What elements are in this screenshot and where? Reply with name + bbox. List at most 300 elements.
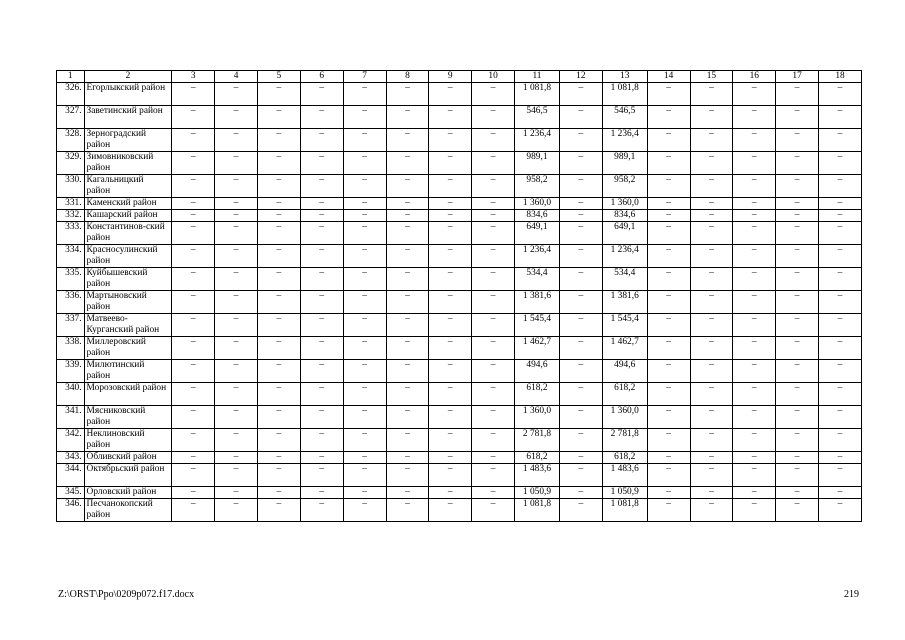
- district-name: Песчанокопский район: [84, 499, 172, 522]
- district-name: Орловский район: [84, 487, 172, 499]
- table-row: [57, 337, 862, 360]
- value-col-13: 1 545,4: [602, 314, 647, 337]
- value-col-13: 958,2: [602, 175, 647, 198]
- column-header: 10: [472, 71, 515, 83]
- dash-cell: –: [429, 314, 472, 337]
- dash-cell: –: [819, 452, 862, 464]
- dash-cell: –: [215, 106, 258, 129]
- dash-cell: –: [257, 464, 300, 487]
- dash-cell: –: [733, 268, 776, 291]
- value-col-11: 1 381,6: [515, 291, 560, 314]
- row-number: 342.: [57, 429, 85, 452]
- dash-cell: –: [647, 198, 690, 210]
- dash-cell: –: [647, 152, 690, 175]
- dash-cell: –: [172, 175, 215, 198]
- dash-cell: –: [215, 210, 258, 222]
- district-name: Кашарский район: [84, 210, 172, 222]
- row-number: 327.: [57, 106, 85, 129]
- dash-cell: –: [300, 314, 343, 337]
- dash-cell: –: [776, 291, 819, 314]
- table-row: [57, 106, 862, 129]
- column-header: 7: [343, 71, 386, 83]
- dash-cell: –: [776, 429, 819, 452]
- dash-cell: –: [776, 314, 819, 337]
- dash-cell: –: [300, 152, 343, 175]
- value-col-11: 546,5: [515, 106, 560, 129]
- dash-cell: –: [172, 83, 215, 106]
- dash-cell: –: [172, 464, 215, 487]
- row-number: 332.: [57, 210, 85, 222]
- dash-cell: –: [819, 210, 862, 222]
- dash-cell: –: [690, 222, 733, 245]
- dash-cell: –: [559, 487, 602, 499]
- dash-cell: –: [386, 83, 429, 106]
- value-col-11: 834,6: [515, 210, 560, 222]
- dash-cell: –: [647, 222, 690, 245]
- column-header: 8: [386, 71, 429, 83]
- dash-cell: –: [215, 83, 258, 106]
- dash-cell: –: [690, 268, 733, 291]
- district-name: Мартыновский район: [84, 291, 172, 314]
- dash-cell: –: [733, 360, 776, 383]
- dash-cell: –: [776, 106, 819, 129]
- value-col-13: 989,1: [602, 152, 647, 175]
- dash-cell: –: [343, 464, 386, 487]
- column-header: 6: [300, 71, 343, 83]
- row-number: 331.: [57, 198, 85, 210]
- dash-cell: –: [647, 429, 690, 452]
- value-col-13: 1 081,8: [602, 83, 647, 106]
- value-col-13: 834,6: [602, 210, 647, 222]
- dash-cell: –: [647, 106, 690, 129]
- dash-cell: –: [776, 268, 819, 291]
- dash-cell: –: [647, 210, 690, 222]
- dash-cell: –: [472, 360, 515, 383]
- dash-cell: –: [343, 83, 386, 106]
- dash-cell: –: [343, 406, 386, 429]
- dash-cell: –: [819, 129, 862, 152]
- dash-cell: –: [472, 83, 515, 106]
- dash-cell: –: [257, 106, 300, 129]
- dash-cell: –: [429, 499, 472, 522]
- dash-cell: –: [472, 245, 515, 268]
- dash-cell: –: [733, 291, 776, 314]
- dash-cell: –: [429, 106, 472, 129]
- dash-cell: –: [733, 383, 776, 406]
- dash-cell: –: [300, 106, 343, 129]
- row-number: 338.: [57, 337, 85, 360]
- dash-cell: –: [343, 198, 386, 210]
- dash-cell: –: [819, 222, 862, 245]
- dash-cell: –: [172, 360, 215, 383]
- row-number: 329.: [57, 152, 85, 175]
- dash-cell: –: [559, 152, 602, 175]
- row-number: 328.: [57, 129, 85, 152]
- row-number: 336.: [57, 291, 85, 314]
- value-col-11: 534,4: [515, 268, 560, 291]
- dash-cell: –: [776, 452, 819, 464]
- dash-cell: –: [647, 487, 690, 499]
- dash-cell: –: [472, 210, 515, 222]
- dash-cell: –: [172, 383, 215, 406]
- dash-cell: –: [559, 129, 602, 152]
- dash-cell: –: [386, 314, 429, 337]
- dash-cell: –: [257, 429, 300, 452]
- dash-cell: –: [386, 429, 429, 452]
- value-col-11: 989,1: [515, 152, 560, 175]
- dash-cell: –: [559, 314, 602, 337]
- dash-cell: –: [690, 487, 733, 499]
- value-col-13: 618,2: [602, 452, 647, 464]
- dash-cell: –: [559, 210, 602, 222]
- table-row: [57, 383, 862, 406]
- column-header: 2: [84, 71, 172, 83]
- value-col-11: 1 360,0: [515, 406, 560, 429]
- dash-cell: –: [819, 245, 862, 268]
- value-col-13: 1 081,8: [602, 499, 647, 522]
- table-row: [57, 175, 862, 198]
- dash-cell: –: [257, 337, 300, 360]
- dash-cell: –: [690, 406, 733, 429]
- dash-cell: –: [172, 106, 215, 129]
- table-row: [57, 83, 862, 106]
- value-col-13: 1 483,6: [602, 464, 647, 487]
- dash-cell: –: [776, 499, 819, 522]
- dash-cell: –: [559, 452, 602, 464]
- value-col-13: 649,1: [602, 222, 647, 245]
- dash-cell: –: [386, 198, 429, 210]
- dash-cell: –: [690, 245, 733, 268]
- dash-cell: –: [819, 464, 862, 487]
- dash-cell: –: [690, 314, 733, 337]
- district-name: Октябрьский район: [84, 464, 172, 487]
- dash-cell: –: [257, 314, 300, 337]
- dash-cell: –: [257, 152, 300, 175]
- dash-cell: –: [343, 360, 386, 383]
- dash-cell: –: [559, 291, 602, 314]
- dash-cell: –: [386, 222, 429, 245]
- dash-cell: –: [733, 129, 776, 152]
- dash-cell: –: [819, 83, 862, 106]
- dash-cell: –: [819, 383, 862, 406]
- dash-cell: –: [386, 245, 429, 268]
- dash-cell: –: [733, 222, 776, 245]
- dash-cell: –: [172, 198, 215, 210]
- district-name: Константинов-ский район: [84, 222, 172, 245]
- dash-cell: –: [386, 383, 429, 406]
- dash-cell: –: [386, 152, 429, 175]
- dash-cell: –: [343, 429, 386, 452]
- dash-cell: –: [172, 314, 215, 337]
- dash-cell: –: [386, 129, 429, 152]
- value-col-11: 1 236,4: [515, 245, 560, 268]
- dash-cell: –: [386, 464, 429, 487]
- dash-cell: –: [429, 337, 472, 360]
- dash-cell: –: [343, 245, 386, 268]
- dash-cell: –: [733, 337, 776, 360]
- dash-cell: –: [215, 314, 258, 337]
- dash-cell: –: [386, 106, 429, 129]
- dash-cell: –: [257, 360, 300, 383]
- table-row: [57, 210, 862, 222]
- value-col-11: 958,2: [515, 175, 560, 198]
- dash-cell: –: [300, 129, 343, 152]
- dash-cell: –: [215, 360, 258, 383]
- dash-cell: –: [647, 291, 690, 314]
- value-col-11: 1 050,9: [515, 487, 560, 499]
- dash-cell: –: [559, 83, 602, 106]
- dash-cell: –: [343, 337, 386, 360]
- dash-cell: –: [429, 464, 472, 487]
- dash-cell: –: [300, 198, 343, 210]
- dash-cell: –: [172, 406, 215, 429]
- dash-cell: –: [300, 222, 343, 245]
- dash-cell: –: [172, 499, 215, 522]
- value-col-13: 1 236,4: [602, 245, 647, 268]
- dash-cell: –: [300, 429, 343, 452]
- dash-cell: –: [429, 175, 472, 198]
- district-name: Мясниковский район: [84, 406, 172, 429]
- value-col-13: 494,6: [602, 360, 647, 383]
- value-col-11: 2 781,8: [515, 429, 560, 452]
- dash-cell: –: [472, 499, 515, 522]
- dash-cell: –: [429, 245, 472, 268]
- dash-cell: –: [429, 210, 472, 222]
- dash-cell: –: [472, 383, 515, 406]
- dash-cell: –: [690, 175, 733, 198]
- dash-cell: –: [819, 268, 862, 291]
- dash-cell: –: [819, 360, 862, 383]
- dash-cell: –: [559, 337, 602, 360]
- dash-cell: –: [472, 129, 515, 152]
- dash-cell: –: [257, 245, 300, 268]
- dash-cell: –: [733, 452, 776, 464]
- dash-cell: –: [300, 360, 343, 383]
- dash-cell: –: [647, 383, 690, 406]
- dash-cell: –: [429, 291, 472, 314]
- dash-cell: –: [300, 291, 343, 314]
- dash-cell: –: [776, 383, 819, 406]
- dash-cell: –: [343, 383, 386, 406]
- dash-cell: –: [690, 452, 733, 464]
- column-header: 16: [733, 71, 776, 83]
- row-number: 337.: [57, 314, 85, 337]
- dash-cell: –: [386, 360, 429, 383]
- dash-cell: –: [257, 129, 300, 152]
- dash-cell: –: [776, 406, 819, 429]
- table-row: [57, 429, 862, 452]
- dash-cell: –: [429, 198, 472, 210]
- dash-cell: –: [300, 487, 343, 499]
- dash-cell: –: [472, 291, 515, 314]
- dash-cell: –: [819, 291, 862, 314]
- dash-cell: –: [429, 383, 472, 406]
- dash-cell: –: [172, 337, 215, 360]
- dash-cell: –: [690, 291, 733, 314]
- dash-cell: –: [647, 314, 690, 337]
- dash-cell: –: [343, 222, 386, 245]
- dash-cell: –: [647, 83, 690, 106]
- table-row: [57, 360, 862, 383]
- dash-cell: –: [776, 83, 819, 106]
- dash-cell: –: [215, 222, 258, 245]
- dash-cell: –: [647, 499, 690, 522]
- dash-cell: –: [343, 499, 386, 522]
- dash-cell: –: [690, 152, 733, 175]
- column-header: 9: [429, 71, 472, 83]
- value-col-13: 1 360,0: [602, 198, 647, 210]
- dash-cell: –: [300, 245, 343, 268]
- dash-cell: –: [559, 406, 602, 429]
- column-header: 14: [647, 71, 690, 83]
- column-header: 3: [172, 71, 215, 83]
- dash-cell: –: [733, 83, 776, 106]
- dash-cell: –: [733, 314, 776, 337]
- value-col-11: 1 360,0: [515, 198, 560, 210]
- dash-cell: –: [343, 210, 386, 222]
- value-col-11: 1 081,8: [515, 499, 560, 522]
- dash-cell: –: [172, 152, 215, 175]
- dash-cell: –: [215, 129, 258, 152]
- dash-cell: –: [215, 452, 258, 464]
- value-col-11: 494,6: [515, 360, 560, 383]
- footer-file-path: Z:\ORST\Ppo\0209p072.f17.docx: [58, 589, 195, 600]
- dash-cell: –: [215, 175, 258, 198]
- dash-cell: –: [690, 198, 733, 210]
- dash-cell: –: [386, 487, 429, 499]
- table-row: [57, 452, 862, 464]
- dash-cell: –: [429, 129, 472, 152]
- dash-cell: –: [386, 268, 429, 291]
- district-name: Егорлыкский район: [84, 83, 172, 106]
- dash-cell: –: [386, 337, 429, 360]
- table-row: [57, 245, 862, 268]
- district-name: Красносулинский район: [84, 245, 172, 268]
- dash-cell: –: [776, 222, 819, 245]
- column-header: 17: [776, 71, 819, 83]
- dash-cell: –: [472, 429, 515, 452]
- value-col-11: 1 081,8: [515, 83, 560, 106]
- dash-cell: –: [647, 464, 690, 487]
- dash-cell: –: [690, 210, 733, 222]
- row-number: 344.: [57, 464, 85, 487]
- dash-cell: –: [386, 499, 429, 522]
- dash-cell: –: [559, 429, 602, 452]
- value-col-11: 649,1: [515, 222, 560, 245]
- dash-cell: –: [559, 360, 602, 383]
- value-col-13: 618,2: [602, 383, 647, 406]
- dash-cell: –: [690, 464, 733, 487]
- dash-cell: –: [776, 198, 819, 210]
- dash-cell: –: [429, 222, 472, 245]
- district-name: Морозовский район: [84, 383, 172, 406]
- row-number: 334.: [57, 245, 85, 268]
- dash-cell: –: [472, 406, 515, 429]
- value-col-13: 546,5: [602, 106, 647, 129]
- row-number: 335.: [57, 268, 85, 291]
- header-row: [57, 71, 862, 83]
- dash-cell: –: [733, 152, 776, 175]
- row-number: 340.: [57, 383, 85, 406]
- district-name: Зерноградский район: [84, 129, 172, 152]
- dash-cell: –: [559, 383, 602, 406]
- dash-cell: –: [733, 106, 776, 129]
- dash-cell: –: [343, 314, 386, 337]
- dash-cell: –: [647, 129, 690, 152]
- dash-cell: –: [559, 464, 602, 487]
- row-number: 326.: [57, 83, 85, 106]
- dash-cell: –: [257, 406, 300, 429]
- district-name: Каменский район: [84, 198, 172, 210]
- value-col-11: 618,2: [515, 452, 560, 464]
- dash-cell: –: [559, 198, 602, 210]
- dash-cell: –: [257, 210, 300, 222]
- dash-cell: –: [343, 152, 386, 175]
- dash-cell: –: [215, 337, 258, 360]
- dash-cell: –: [172, 452, 215, 464]
- value-col-11: 1 483,6: [515, 464, 560, 487]
- dash-cell: –: [172, 268, 215, 291]
- dash-cell: –: [472, 106, 515, 129]
- dash-cell: –: [215, 268, 258, 291]
- dash-cell: –: [690, 499, 733, 522]
- dash-cell: –: [472, 464, 515, 487]
- dash-cell: –: [819, 198, 862, 210]
- table-row: [57, 406, 862, 429]
- dash-cell: –: [172, 222, 215, 245]
- column-header: 1: [57, 71, 85, 83]
- district-name: Матвеево-Курганский район: [84, 314, 172, 337]
- dash-cell: –: [776, 129, 819, 152]
- dash-cell: –: [733, 406, 776, 429]
- dash-cell: –: [647, 360, 690, 383]
- district-name: Зимовниковский район: [84, 152, 172, 175]
- dash-cell: –: [690, 83, 733, 106]
- dash-cell: –: [300, 268, 343, 291]
- dash-cell: –: [647, 268, 690, 291]
- dash-cell: –: [733, 464, 776, 487]
- dash-cell: –: [776, 245, 819, 268]
- value-col-11: 1 236,4: [515, 129, 560, 152]
- value-col-13: 1 050,9: [602, 487, 647, 499]
- value-col-11: 1 545,4: [515, 314, 560, 337]
- dash-cell: –: [733, 429, 776, 452]
- dash-cell: –: [472, 222, 515, 245]
- dash-cell: –: [472, 337, 515, 360]
- row-number: 330.: [57, 175, 85, 198]
- dash-cell: –: [733, 210, 776, 222]
- dash-cell: –: [819, 175, 862, 198]
- dash-cell: –: [472, 314, 515, 337]
- dash-cell: –: [690, 429, 733, 452]
- dash-cell: –: [300, 337, 343, 360]
- dash-cell: –: [343, 106, 386, 129]
- table-row: [57, 487, 862, 499]
- column-header: 11: [515, 71, 560, 83]
- dash-cell: –: [690, 129, 733, 152]
- dash-cell: –: [647, 245, 690, 268]
- dash-cell: –: [343, 129, 386, 152]
- dash-cell: –: [647, 452, 690, 464]
- dash-cell: –: [429, 406, 472, 429]
- dash-cell: –: [819, 406, 862, 429]
- dash-cell: –: [733, 198, 776, 210]
- dash-cell: –: [776, 175, 819, 198]
- dash-cell: –: [257, 268, 300, 291]
- table-row: [57, 314, 862, 337]
- dash-cell: –: [690, 383, 733, 406]
- dash-cell: –: [257, 499, 300, 522]
